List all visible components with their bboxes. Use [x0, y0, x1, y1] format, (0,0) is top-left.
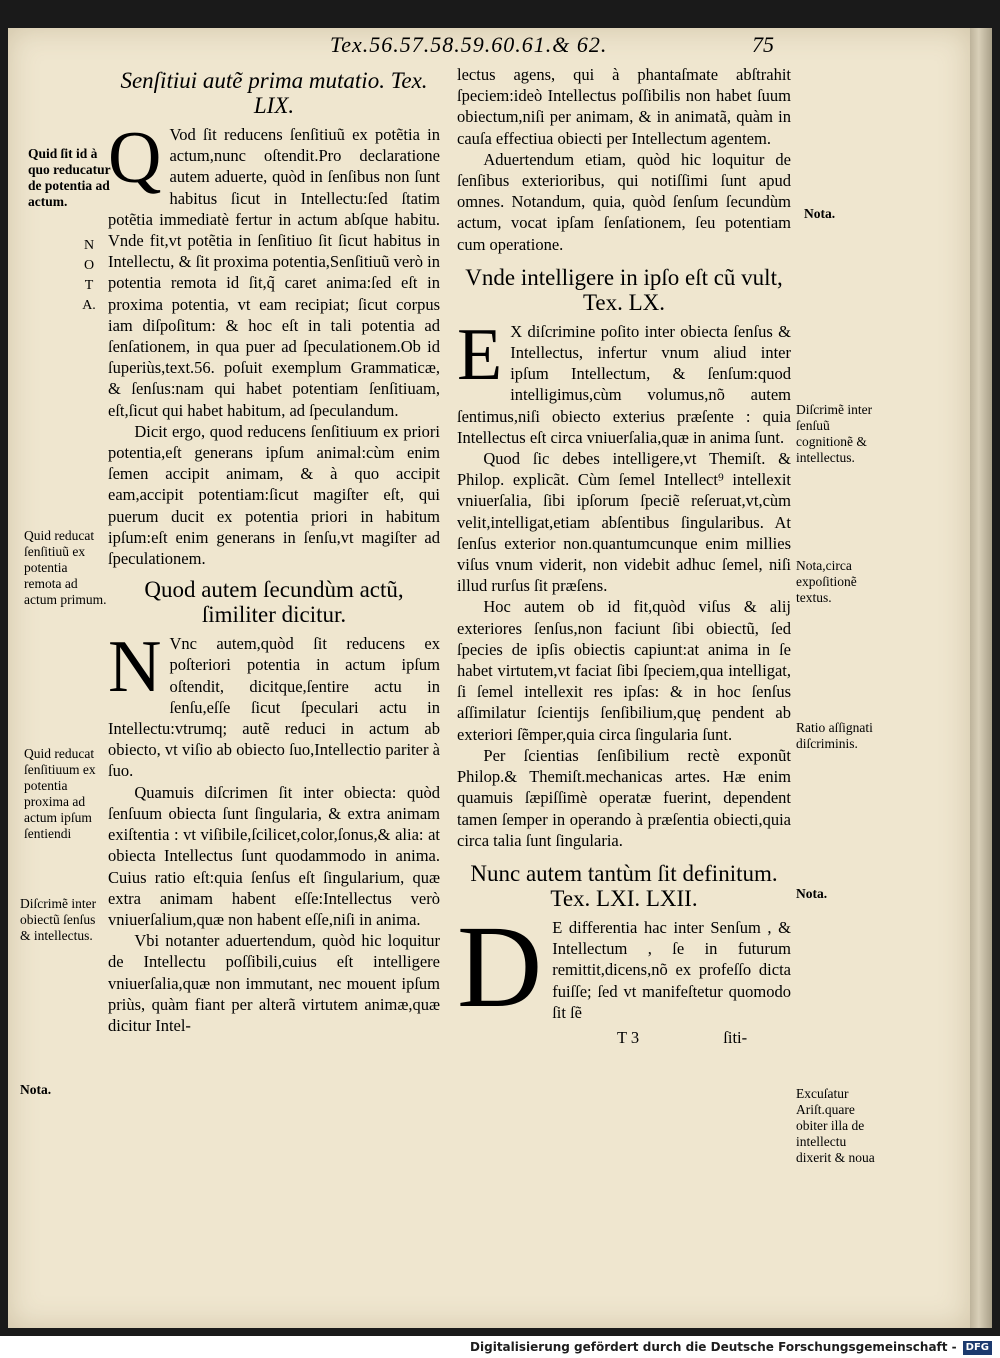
drop-cap: N: [108, 626, 162, 709]
digitization-footer: [0, 1336, 1000, 1358]
right-column: [457, 64, 791, 1048]
paragraph: Dicit ergo, quod reducens ſenſitiuum ex priori potentia,eſt generans ipſum animal:cùm enim ſemen accipit animam, & à quo accipit eam,accipit potentiam:ſicut magiſter eſt, qui puerum ducit ex potentia priori in habitum ipſum:eſt enim generans in ſenſu,vt magiſter ad ſpeculationem.: [108, 421, 440, 569]
drop-cap: Q: [108, 117, 162, 199]
left-column: [108, 64, 440, 1036]
margin-note: Quid reducat ſenſitiuum ex potentia proxima ad actum ipſum ſentiendi: [24, 746, 96, 841]
paragraph: Quod ſic debes intelligere,vt Themiſt. & Philop. explicãt. Cùm ſemel Intellect⁹ intellexit vniuerſalia, ſibi ipſorum ſpeciẽ reſeruat,vt,cùm velit,intelligat,etiam abſentibus ſingularibus. At ſenſus exterior non.quantumcunque enim millies viſus vnum viderit, non videbit adhuc ſemel, niſi illud rurſus ſit præſens.: [457, 449, 791, 596]
running-head: Tex.56.57.58.59.60.61.& 62.: [330, 32, 608, 57]
nota-letter: O: [83, 258, 95, 273]
paragraph: [108, 626, 440, 781]
nota-letter: T: [84, 278, 94, 293]
paragraph: Aduertendum etiam, quòd hic loquitur de ſenſibus exterioribus, qui notiſſimi ſunt apud omnes. Notandum, quia, quòd ſenſum ſecundùm actum, vocat ipſam ſenſationem, ſeu potentiam cum operatione.: [457, 149, 791, 254]
page-edge: [970, 28, 992, 1328]
catchword: ſiti-: [723, 1027, 748, 1047]
signature-mark: T 3: [617, 1027, 640, 1047]
section-heading: Quod autem ſecundùm actũ, ſimiliter dicitur.: [144, 577, 404, 628]
margin-note: Diſcrimẽ inter ſenſuũ cognitionẽ & intellectus.: [796, 402, 873, 465]
section-heading: Vnde intelligere in ipſo eſt cũ vult, Tex. LX.: [465, 264, 783, 315]
paragraph-text: X diſcrimine poſito inter obiecta ſenſus & Intellectus, infertur vnum aliud inter ipſum Intellectum, & ſenſum:quod intelligimus,cùm volumus,nõ autem ſentimus,niſi obiecto exterius præſente : quia Intellectus eſt circa vniuerſalia,quæ in anima ſunt.: [457, 321, 791, 447]
page-number: 75: [752, 32, 774, 57]
margin-note: Nota.: [20, 1082, 52, 1097]
paragraph: Vbi notanter aduertendum, quòd hic loquitur de Intellectu poſſibili,cuius eſt intelligere vniuerſalia,quæ non immutant, nec mouent ipſum priùs, quàm fiant per alterã virtutem animæ,quæ dicitur Intel-: [108, 931, 440, 1035]
margin-note: Nota.: [796, 886, 828, 901]
drop-cap: D: [457, 900, 543, 1032]
drop-cap: E: [457, 313, 503, 396]
paragraph-text: Vod ſit reducens ſenſitiuũ ex potẽtia in actum,nunc oſtendit.Pro declaratione autem aduerte, quòd in ſenſibus non ſunt habitus ſicut in Intellectu:ſed ſtatim potẽtia immediatè fertur in actum abſque habitu. Vnde fit,vt potẽtia in ſenſitiuo ſit ſicut habitus in Intellectu, & ſit proxima potentia,Senſitiuũ verò in potentia remota id ſit,q̃ caret anima:ſed eſt in proxima potentia, vt eam recipiat; ſicut corpus iam diſpoſitum: & hoc eſt in tali potentia ad ſenſationem, in qua puer ad ſpeculationem.Ob id ſuperiùs,text.56. poſuit exemplum Grammaticæ, & ſenſus:nam qui habet potentiam ſenſitiuam, eſt,ſicut qui habet habitum, ad ſpeculandum.: [108, 125, 440, 420]
margin-note: Quid reducat ſenſitiuũ ex potentia remota ad actum primum.: [24, 528, 107, 607]
paragraph-text: Vnc autem,quòd ſit reducens ex poſteriori potentia in actum ipſum oſtendit, dicitque,ſentire actu in ſenſu,eſſe ſicut ſpeculari actu in Intellectu:vtrumq; autẽ reduci in actum ab obiecto, vt viſio ab obiecto ſuo,Intellectio pariter à ſuo.: [108, 634, 440, 781]
margin-note: Nota,circa expoſitionẽ textus.: [796, 558, 857, 605]
paragraph: [108, 117, 440, 421]
signature-line: [457, 1027, 791, 1048]
dfg-logo: DFG: [963, 1341, 992, 1355]
section-heading: Senſitiui autẽ prima mutatio. Tex. LIX.: [120, 68, 428, 118]
section-heading: Nunc autem tantùm ſit definitum. Tex. LXI. LXII.: [470, 860, 778, 911]
margin-note: Quid ſit id à quo reducatur de potentia ad actum.: [28, 146, 111, 209]
nota-letter: N: [83, 238, 95, 253]
footer-text: Digitalisierung gefördert durch die Deutsche Forschungsgemeinschaft -: [470, 1340, 957, 1354]
paragraph: [457, 313, 791, 448]
paragraph-text: E differentia hac inter Senſum , & Intellectum , ſe in futurum remittit,dicens,nõ ex profeſſo dicta fuiſſe; ſed vt manifeſtetur quomodo ſit ſẽ: [552, 917, 791, 1022]
margin-note: Diſcrimẽ inter obiectũ ſenſus & intellectus.: [20, 896, 97, 943]
margin-note-nota: [78, 236, 100, 316]
margin-note: Nota.: [804, 206, 836, 221]
margin-note: Excuſatur Ariſt.quare obiter illa de intellectu dixerit & noua: [796, 1086, 875, 1165]
paragraph: Per ſcientias ſenſibilium rectè exponũt Philop.& Themiſt.mechanicas artes. Hæ enim quamuis ſæpiſſimè operatæ fuerint, dependent tamen ſemper in operando à præſentia obiecti,quia circa talia ſunt ſingularia.: [457, 745, 791, 850]
margin-note: Ratio aſſignati diſcriminis.: [796, 720, 873, 751]
paragraph: Quamuis diſcrimen ſit inter obiecta: quòd ſenſuum obiecta ſunt ſingularia, & extra animam exiſtentia : vt viſibile,ſcilicet,color,ſonus,& alia: at obiecta Intellectus ſunt quodammodo in anima. Cuius ratio eſt:quia ſenſus eſt ſingularium, quæ extra animam habent eſſe:Intellectus verò vniuerſalium,quæ non habent eſſe,niſi in anima.: [108, 782, 440, 929]
paragraph: lectus agens, qui à phantaſmate abſtrahit ſpeciem:ideò Intellectus poſſibilis non habet ſuum obiectum,niſi per animam, & in animatã, quàm in cauſa effectiua obiecti per Intellectum agentem.: [457, 65, 791, 148]
paragraph: [457, 900, 791, 1032]
nota-letter: A.: [82, 298, 96, 313]
paragraph: Hoc autem ob id fit,quòd viſus & alij exteriores ſenſus,non faciunt ſibi obiectũ, ſed ſpecies de ipſis obiectis capiunt:at anima in ſe habet virtutem,vt faciat ſibi ſpeciem,qua intelligat, ſi ſemel intellexit res ipſas: & in hoc ſenſus aſſimilatur ſcientijs ſenſibilium,quę pendent ab exteriori ſẽmper,quia circa ſingularia ſunt.: [457, 597, 791, 744]
